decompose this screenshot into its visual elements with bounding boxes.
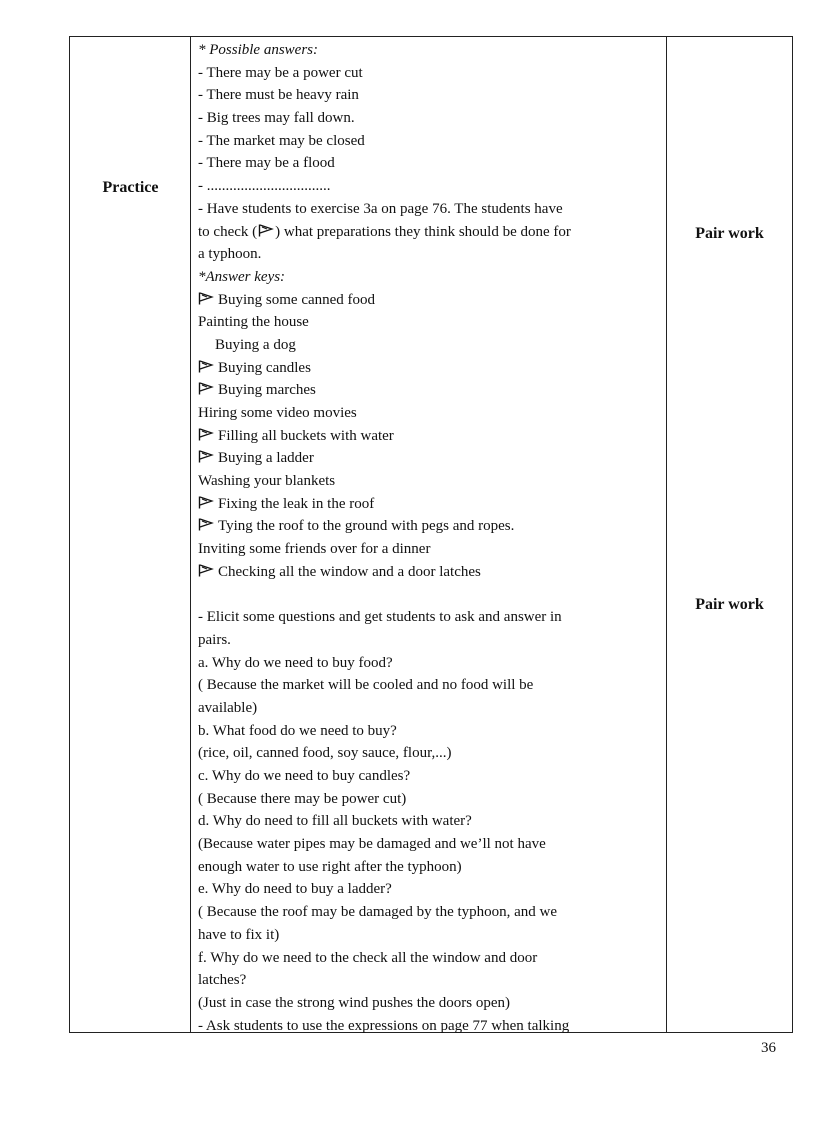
lesson-table xyxy=(69,36,793,1033)
answer-item-checked xyxy=(198,357,662,380)
answer-line: available) xyxy=(198,699,258,716)
content-line: - There may be a power cut xyxy=(198,64,363,81)
blank-line xyxy=(198,584,662,607)
content-line: - There may be a flood xyxy=(198,155,335,172)
flag-check-icon xyxy=(198,382,214,395)
answer-item-checked xyxy=(198,561,662,584)
answer-line: ( Because the market will be cooled and no food will be xyxy=(198,677,534,694)
content-line: - Elicit some questions and get students to ask and answer in xyxy=(198,609,562,626)
answer-line: (Just in case the strong wind pushes the doors open) xyxy=(198,994,511,1011)
answer-item: Inviting some friends over for a dinner xyxy=(198,541,431,558)
question-line: d. Why do need to fill all buckets with water? xyxy=(198,813,472,830)
question-line: a. Why do we need to buy food? xyxy=(198,654,393,671)
flag-check-icon xyxy=(198,360,214,373)
question-line: b. What food do we need to buy? xyxy=(198,722,397,739)
possible-answers-heading: * Possible answers: xyxy=(198,42,318,58)
interaction-mode-column xyxy=(667,37,792,1032)
answer-line: ( Because there may be power cut) xyxy=(198,790,407,807)
answer-item-checked xyxy=(198,379,662,402)
answer-item-label: Filling all buckets with water xyxy=(218,427,394,444)
question-line: f. Why do we need to the check all the window and door xyxy=(198,949,538,966)
answer-item: Buying a dog xyxy=(215,336,296,353)
answer-item-checked xyxy=(198,515,662,538)
answer-item-checked xyxy=(198,493,662,516)
answer-line: (rice, oil, canned food, soy sauce, flour,...) xyxy=(198,745,452,762)
answer-line: enough water to use right after the typhoon) xyxy=(198,858,462,875)
content-line: a typhoon. xyxy=(198,246,262,263)
content-lines xyxy=(198,39,662,1037)
answer-item-label: Checking all the window and a door latches xyxy=(218,563,481,580)
flag-check-icon xyxy=(258,224,274,237)
answer-item: Hiring some video movies xyxy=(198,405,357,421)
answer-item-label: Buying marches xyxy=(218,382,316,399)
content-line: - Have students to exercise 3a on page 76. The students have xyxy=(198,200,563,217)
flag-check-icon xyxy=(198,564,214,577)
answer-line: ( Because the roof may be damaged by the typhoon, and we xyxy=(198,904,558,921)
answer-item-label: Buying candles xyxy=(218,359,311,376)
answer-item: Painting the house xyxy=(198,314,309,331)
answer-item-label: Fixing the leak in the roof xyxy=(218,495,375,512)
answer-keys-heading: *Answer keys: xyxy=(198,268,286,285)
answer-item-checked xyxy=(198,425,662,448)
answer-line: have to fix it) xyxy=(198,926,280,943)
page-number: 36 xyxy=(761,1040,776,1056)
content-line: - There must be heavy rain xyxy=(198,87,359,104)
content-line: pairs. xyxy=(198,631,231,648)
answer-item-label: Buying some canned food xyxy=(218,291,376,308)
content-line: - The market may be closed xyxy=(198,132,365,149)
answer-item-label: Buying a ladder xyxy=(218,450,314,467)
stage-label: Practice xyxy=(102,179,159,196)
stage-column xyxy=(70,37,191,1032)
question-line: e. Why do need to buy a ladder? xyxy=(198,881,392,898)
content-line-part: to check ( xyxy=(198,223,258,240)
content-line: - Big trees may fall down. xyxy=(198,110,355,127)
question-line: latches? xyxy=(198,972,247,989)
content-line-part: ) what preparations they think should be done for xyxy=(275,223,571,240)
mode-label: Pair work xyxy=(695,596,764,613)
answer-item: Washing your blankets xyxy=(198,473,336,490)
content-column xyxy=(191,37,667,1032)
answer-item-label: Tying the roof to the ground with pegs and ropes. xyxy=(218,518,515,535)
flag-check-icon xyxy=(198,450,214,463)
content-line: - Ask students to use the expressions on page 77 when talking xyxy=(198,1017,570,1034)
answer-item-checked xyxy=(198,289,662,312)
flag-check-icon xyxy=(198,518,214,531)
answer-line: (Because water pipes may be damaged and we’ll not have xyxy=(198,836,546,853)
flag-check-icon xyxy=(198,496,214,509)
flag-check-icon xyxy=(198,292,214,305)
question-line: c. Why do we need to buy candles? xyxy=(198,768,411,784)
mode-label: Pair work xyxy=(695,225,764,242)
content-line: - ................................. xyxy=(198,178,331,195)
answer-item-checked xyxy=(198,447,662,470)
flag-check-icon xyxy=(198,428,214,441)
content-line xyxy=(198,221,662,244)
